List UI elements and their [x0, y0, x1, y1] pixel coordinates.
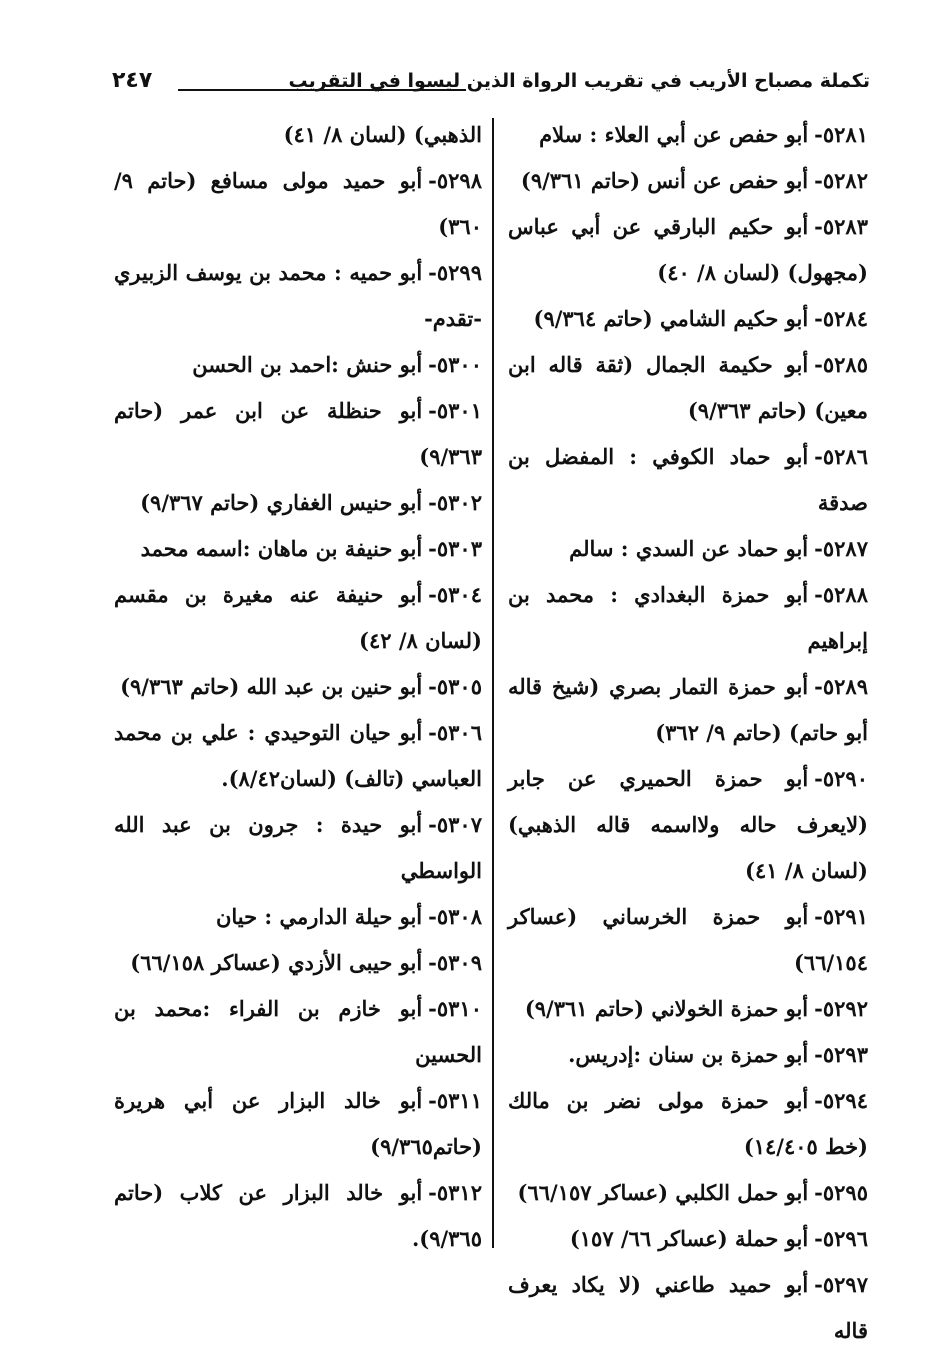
entry-number: ٥٢٩٥-	[814, 1180, 868, 1205]
entry-text: أبو خالد البزار عن كلاب (حاتم ٩/٣٦٥).	[114, 1180, 482, 1251]
entry-number: ٥٣٠٠-	[428, 352, 482, 377]
entry	[114, 572, 482, 664]
entry	[508, 204, 868, 296]
entry-number: ٥٢٨٣-	[814, 214, 868, 239]
entry-text: أبو حمزة البغدادي : محمد بن إبراهيم	[508, 582, 868, 653]
entry-text: أبو خازم بن الفراء :محمد بن الحسين	[114, 996, 482, 1067]
entry	[114, 1078, 482, 1170]
entry	[114, 480, 482, 526]
entry	[114, 250, 482, 342]
entry-text: الذهبي) (لسان ٨/ ٤١)	[283, 122, 482, 147]
entry	[508, 1032, 868, 1078]
entry-text: أبو حكيم الشامي (حاتم ٩/٣٦٤)	[533, 306, 809, 331]
entry	[114, 986, 482, 1078]
entry-number: ٥٢٨١-	[814, 122, 868, 147]
entry-text: أبو حمزة مولى نضر بن مالك (خط ١٤/٤٠٥)	[508, 1088, 868, 1159]
entry-number: ٥٢٨٤-	[814, 306, 868, 331]
entry-text: أبو حكيمة الجمال (ثقة قاله ابن معين) (حاتم ٩/٣٦٣)	[508, 352, 868, 423]
entry	[114, 388, 482, 480]
entry-text: أبو حيان التوحيدي : علي بن محمد العباسي (تالف) (لسان٨/٤٢).	[114, 720, 482, 791]
entry-text: أبو حنيفة عنه مغيرة بن مقسم (لسان ٨/ ٤٢)	[114, 582, 482, 653]
entry-number: ٥٢٩٨-	[428, 168, 482, 193]
entry-text: أبو حنيس الغفاري (حاتم ٩/٣٦٧)	[140, 490, 423, 515]
entry-text: أبو حكيم البارقي عن أبي عباس (مجهول) (لسان ٨/ ٤٠)	[508, 214, 868, 285]
entry-text: أبو حمزة الخولاني (حاتم ٩/٣٦١)	[524, 996, 809, 1021]
entry-number: ٥٣٠٣-	[428, 536, 482, 561]
entry-text: أبو حميه : محمد بن يوسف الزبيري -تقدم-	[114, 260, 482, 331]
entry	[508, 526, 868, 572]
entry	[114, 664, 482, 710]
entry-text: أبو حيلة الدارمي : حيان	[215, 904, 423, 929]
entry	[114, 940, 482, 986]
entry-text: أبو حمل الكلبي (عساكر ٦٦/١٥٧)	[517, 1180, 809, 1205]
entry-number: ٥٢٩٤-	[814, 1088, 868, 1113]
entry-number: ٥٢٨٩-	[814, 674, 868, 699]
right-column	[508, 112, 868, 1354]
entry-text: أبو حمزة الحميري عن جابر (لايعرف حاله ولااسمه قاله الذهبي) (لسان ٨/ ٤١)	[508, 766, 868, 883]
entry-number: ٥٢٩٣-	[814, 1042, 868, 1067]
entry-number: ٥٣٠١-	[428, 398, 482, 423]
entry-text: أبو حيبى الأزدي (عساكر ٦٦/١٥٨)	[130, 950, 423, 975]
entry-number: ٥٣٠٨-	[428, 904, 482, 929]
entry	[508, 342, 868, 434]
entry-text: أبو حنظلة عن ابن عمر (حاتم ٩/٣٦٣)	[114, 398, 482, 469]
running-header-title: تكملة مصباح الأريب في تقريب الرواة الذين ليسوا في التقريب	[288, 70, 870, 92]
entry	[508, 296, 868, 342]
entry-number: ٥٣١٢-	[428, 1180, 482, 1205]
entry	[508, 756, 868, 894]
entry-number: ٥٣٠٧-	[428, 812, 482, 837]
entry	[508, 894, 868, 986]
entry-text: أبو حمزة الخرساني (عساكر ٦٦/١٥٤)	[508, 904, 868, 975]
entry	[114, 710, 482, 802]
header-rule	[178, 89, 466, 91]
entry-number: ٥٣٠٦-	[428, 720, 482, 745]
entry	[114, 1170, 482, 1262]
entry-number: ٥٣١٠-	[428, 996, 482, 1021]
entry-text: أبو حميد مولى مسافع (حاتم ٩/ ٣٦٠)	[114, 168, 482, 239]
entry-number: ٥٣٠٥-	[428, 674, 482, 699]
column-divider	[492, 118, 494, 1248]
entry	[114, 802, 482, 894]
entry-number: ٥٢٨٨-	[814, 582, 868, 607]
entry-number: ٥٢٩٩-	[428, 260, 482, 285]
entry	[508, 664, 868, 756]
entry-text: أبو حملة (عساكر ٦٦/ ١٥٧)	[569, 1226, 809, 1251]
entry	[114, 526, 482, 572]
entry	[114, 894, 482, 940]
entry-number: ٥٣٠٤-	[428, 582, 482, 607]
entry	[508, 112, 868, 158]
entry-text: أبو حمزة التمار بصري (شيخ قاله أبو حاتم) (حاتم ٩/ ٣٦٢)	[508, 674, 868, 745]
entry-text: أبو حميد طاعني (لا يكاد يعرف قاله	[508, 1272, 868, 1343]
entry-text: أبو حيدة : جرون بن عبد الله الواسطي	[114, 812, 482, 883]
page-number: ٢٤٧	[112, 68, 153, 93]
entry-number: ٥٢٨٥-	[814, 352, 868, 377]
entry	[508, 1216, 868, 1262]
entry	[508, 1078, 868, 1170]
entry	[114, 158, 482, 250]
entry-number: ٥٢٩٦-	[814, 1226, 868, 1251]
entry-text: أبو حنش :احمد بن الحسن	[192, 352, 423, 377]
entry-number: ٥٢٩٠-	[814, 766, 868, 791]
entry	[508, 1170, 868, 1216]
entry	[114, 112, 482, 158]
entry	[508, 572, 868, 664]
entry	[114, 342, 482, 388]
entry	[508, 1262, 868, 1354]
entry-text: أبو حنيفة بن ماهان :اسمه محمد	[140, 536, 423, 561]
entry-number: ٥٣١١-	[428, 1088, 482, 1113]
entry	[508, 434, 868, 526]
entry-number: ٥٢٨٢-	[814, 168, 868, 193]
entry-number: ٥٢٨٧-	[814, 536, 868, 561]
entry-text: أبو حنين بن عبد الله (حاتم ٩/٣٦٣)	[120, 674, 423, 699]
entry-text: أبو حماد الكوفي : المفضل بن صدقة	[508, 444, 868, 515]
entry-text: أبو حفص عن أنس (حاتم ٩/٣٦١)	[520, 168, 809, 193]
entry-number: ٥٢٩١-	[814, 904, 868, 929]
left-column	[114, 112, 482, 1262]
entry-text: أبو حماد عن السدي : سالم	[569, 536, 809, 561]
entry-number: ٥٣٠٢-	[428, 490, 482, 515]
entry-number: ٥٢٩٧-	[814, 1272, 868, 1297]
entry	[508, 158, 868, 204]
entry	[508, 986, 868, 1032]
entry-text: أبو حمزة بن سنان :إدريس.	[568, 1042, 809, 1067]
entry-text: أبو خالد البزار عن أبي هريرة (حاتم٩/٣٦٥)	[114, 1088, 482, 1159]
entry-number: ٥٣٠٩-	[428, 950, 482, 975]
entry-number: ٥٢٨٦-	[814, 444, 868, 469]
entry-text: أبو حفص عن أبي العلاء : سلام	[539, 122, 809, 147]
entry-number: ٥٢٩٢-	[814, 996, 868, 1021]
